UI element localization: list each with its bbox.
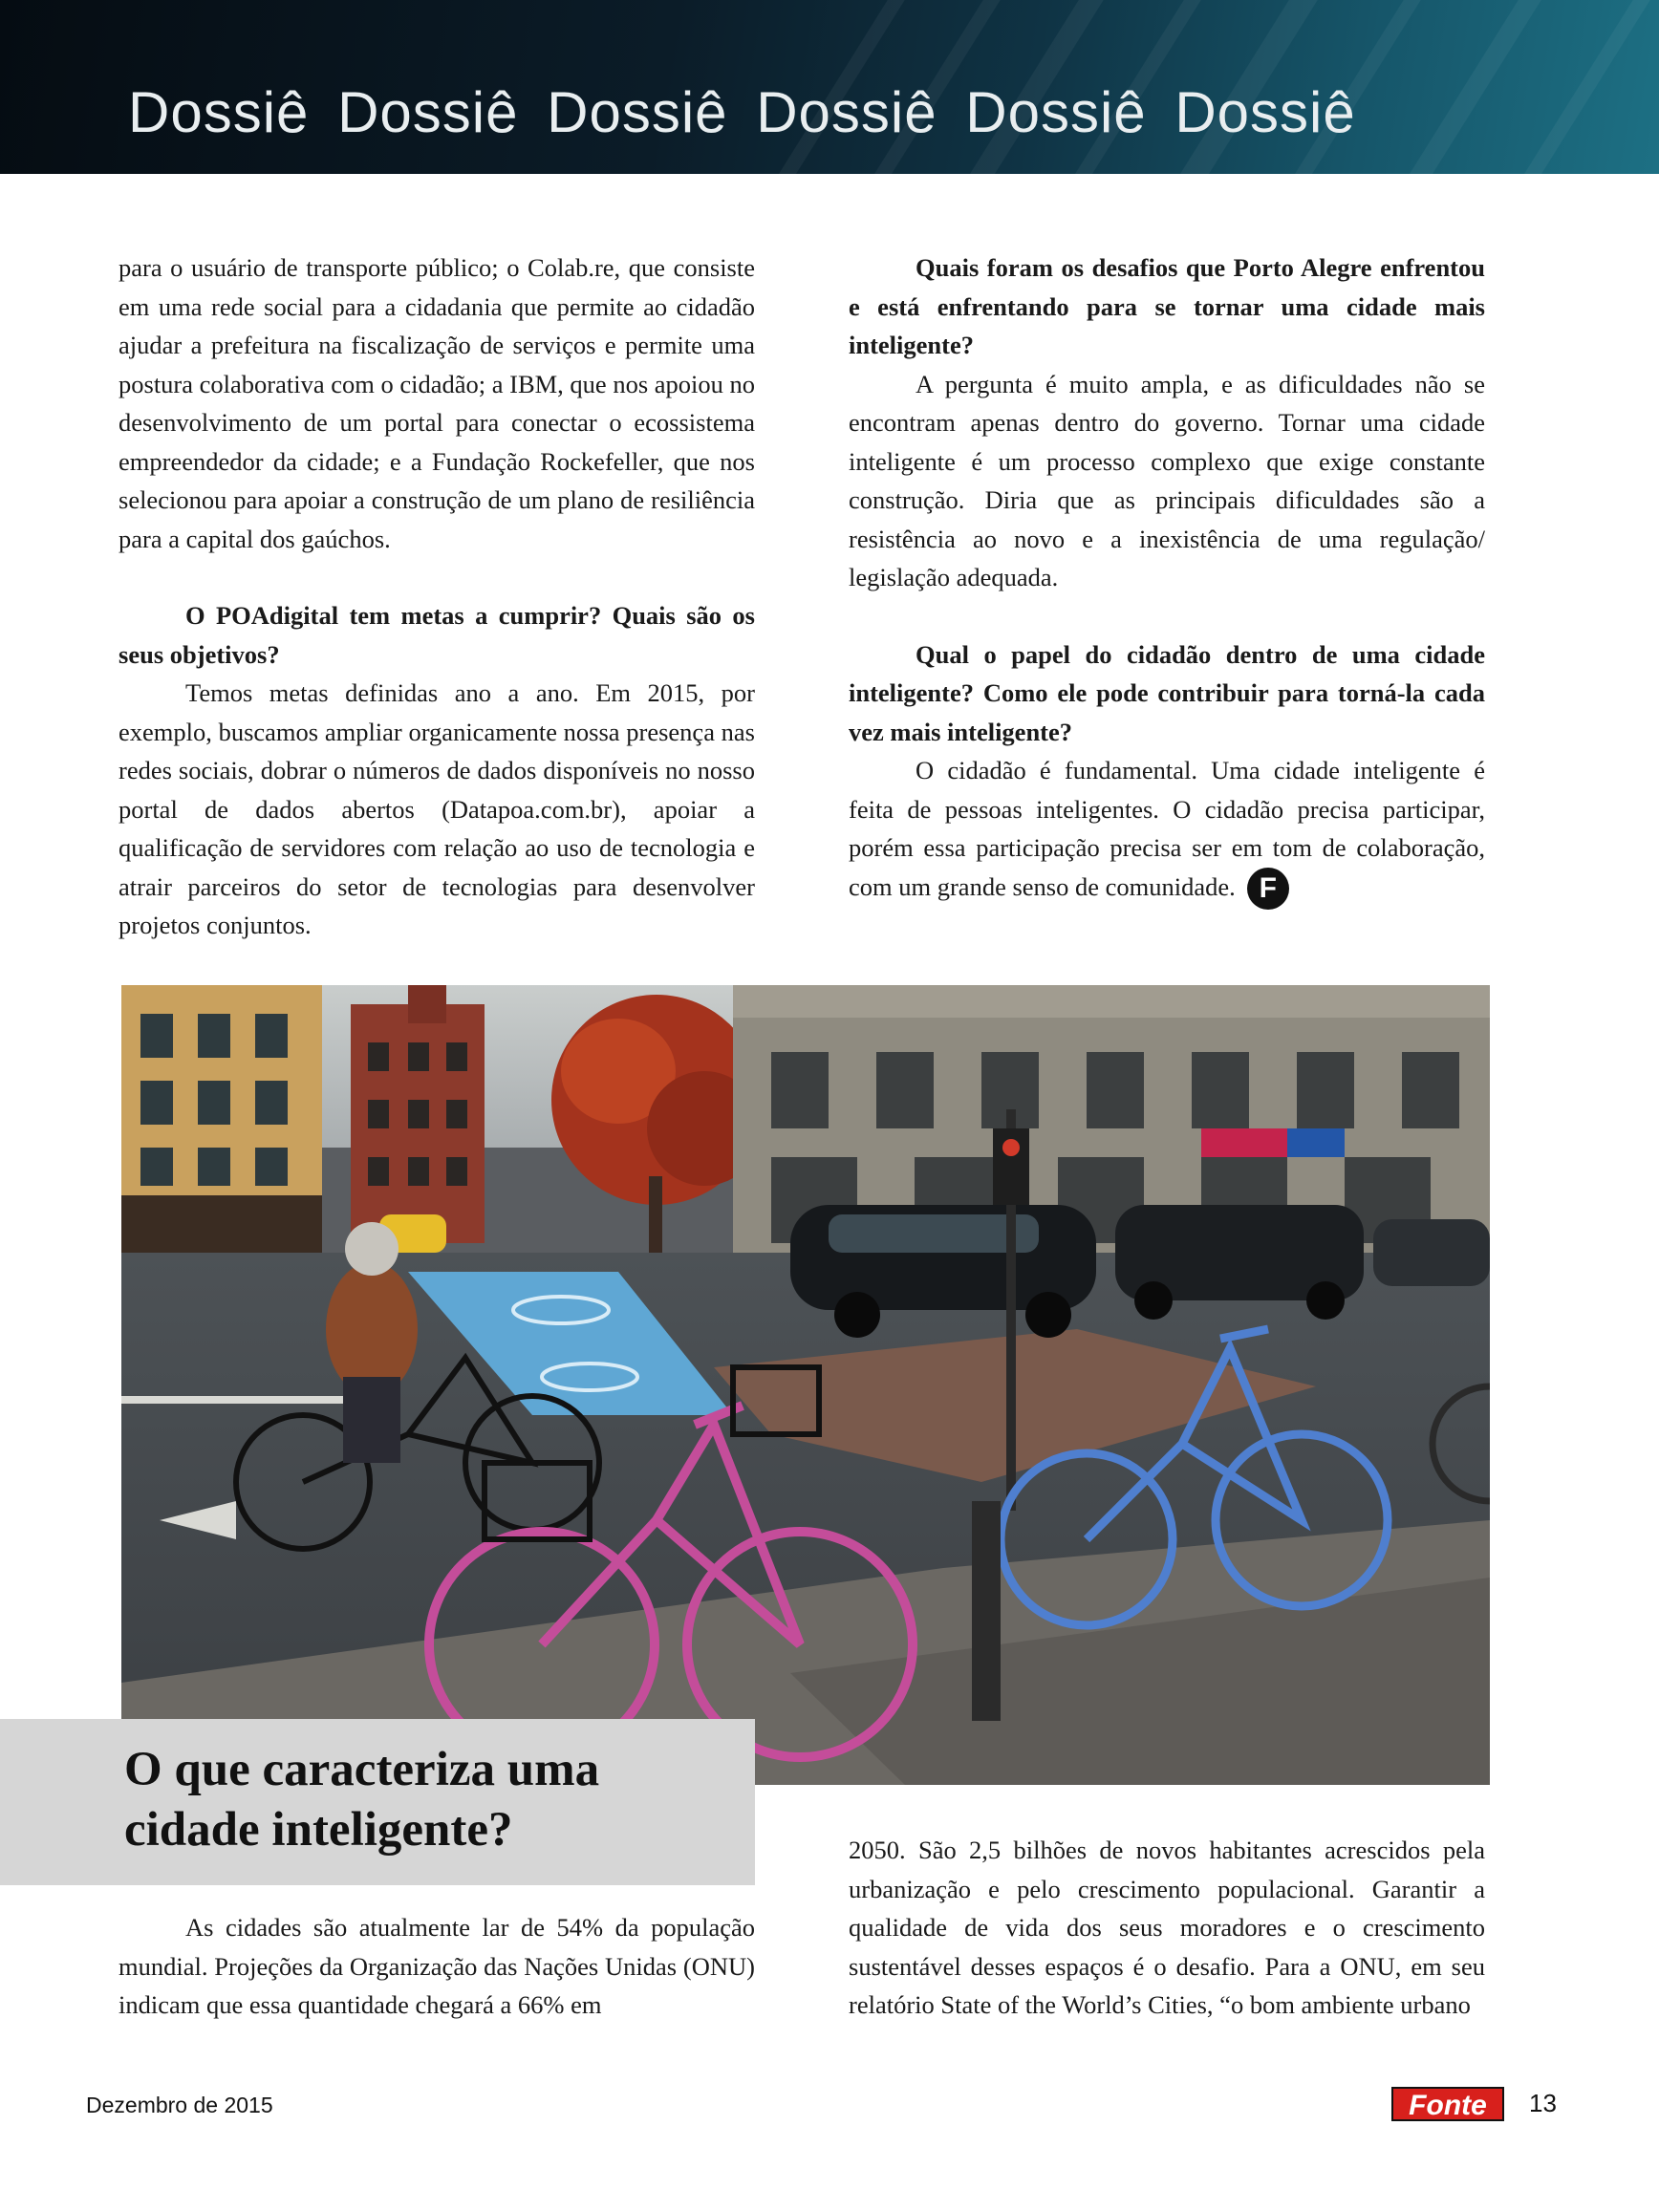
section-heading-box (0, 1719, 755, 1885)
dossie-header-band (0, 0, 1659, 174)
interview-answer (849, 751, 1485, 910)
top-right-column (849, 248, 1485, 910)
photo-illustration (121, 985, 1490, 1785)
end-of-article-icon: F (1247, 868, 1289, 910)
section-heading (124, 1740, 599, 1860)
bottom-left-column (118, 1908, 755, 2025)
section-heading-line: cidade inteligente? (124, 1803, 513, 1857)
section-heading-line: O que caracteriza uma (124, 1743, 600, 1796)
interview-answer-text: O cidadão é fundamental. Uma cidade inteligente é feita de pessoas inteligentes. O cidadão precisa participar, porém essa participação precisa ser em tom de colaboração, com um grande senso de comunidade. (849, 756, 1485, 901)
magazine-logo: Fonte (1391, 2087, 1504, 2121)
interview-question: Quais foram os desafios que Porto Alegre enfrentou e está enfrentando para se tornar uma cidade mais inteligente? (849, 253, 1485, 359)
interview-answer: Temos metas definidas ano a ano. Em 2015, por exemplo, buscamos ampliar organicamente nossa presença nas redes sociais, dobrar o números de dados disponíveis no nosso portal de dados abertos (Datapoa.com.br), apoiar a qualificação de servidores com relação ao uso de tecnologia e atrair parceiros do setor de tecnologias para desenvolver projetos conjuntos. (118, 678, 755, 939)
interview-answer: A pergunta é muito ampla, e as dificuldades não se encontram apenas dentro do governo. Tornar uma cidade inteligente é um processo complexo que exige constante construção. Diria que as principais dificuldades são a resistência ao novo e a inexistência de uma regulação/ legislação adequada. (849, 369, 1485, 591)
section-paragraph-continued: 2050. São 2,5 bilhões de novos habitantes acrescidos pela urbanização e pelo crescimento populacional. Garantir a qualidade de vida dos seus moradores e o crescimento sustentável desses espaços é o desafio. Para a ONU, em seu relatório State of the World’s Cities, “o bom ambiente urbano (849, 1836, 1485, 2019)
section-paragraph: As cidades são atualmente lar de 54% da população mundial. Projeções da Organização das Nações Unidas (ONU) indicam que essa quantidade chegará a 66% em (118, 1913, 755, 2019)
interview-question: Qual o papel do cidadão dentro de uma cidade inteligente? Como ele pode contribuir para torná-la cada vez mais inteligente? (849, 639, 1485, 746)
continued-paragraph: para o usuário de transporte público; o Colab.re, que consiste em uma rede social para a cidadania que permite ao cidadão ajudar a prefeitura na fiscalização de serviços e permite uma postura colaborativa com o cidadão; a IBM, que nos apoiou no desenvolvimento de um portal para conectar o ecossistema empreendedor da cidade; e a Fundação Rockefeller, que nos selecionou para apoiar a construção de um plano de resiliência para a capital dos gaúchos. (118, 253, 756, 553)
top-left-column (118, 248, 755, 945)
section-header-title: Dossiê Dossiê Dossiê Dossiê Dossiê Dossiê (128, 80, 1356, 144)
street-bicycles-photo (121, 985, 1490, 1785)
page-number: 13 (1529, 2089, 1557, 2117)
issue-date: Dezembro de 2015 (86, 2093, 273, 2117)
interview-question: O POAdigital tem metas a cumprir? Quais são os seus objetivos? (118, 601, 755, 669)
bottom-right-column (849, 1831, 1485, 2025)
